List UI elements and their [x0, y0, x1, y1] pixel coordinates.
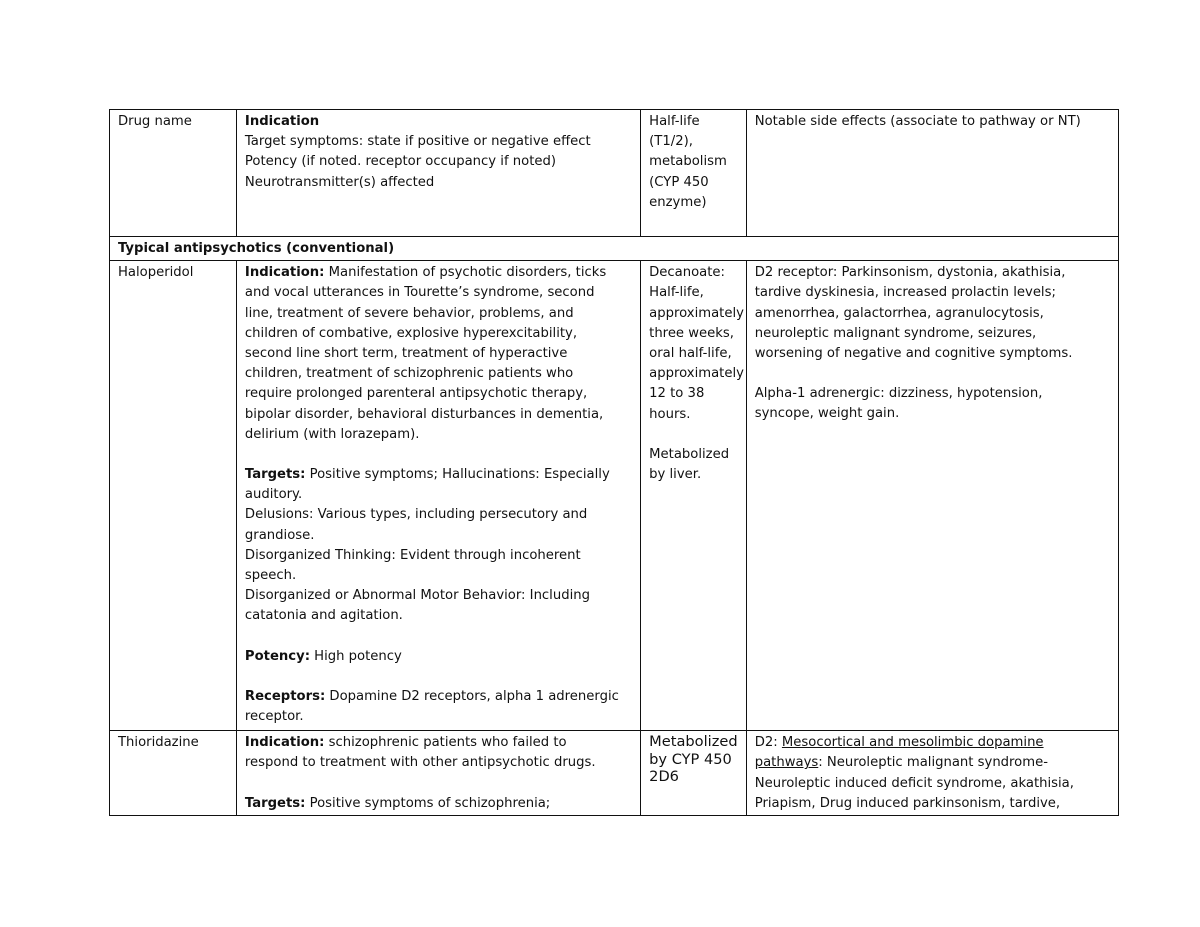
header-drug-name: Drug name: [110, 110, 237, 237]
thioridazine-name: Thioridazine: [110, 731, 237, 816]
table-header-row: [110, 110, 1119, 237]
haloperidol-name: Haloperidol: [110, 261, 237, 731]
header-side-effects: Notable side effects (associate to pathway or NT): [746, 110, 1118, 237]
section-title: Typical antipsychotics (conventional): [110, 237, 1119, 261]
haloperidol-side-effects: D2 receptor: Parkinsonism, dystonia, akathisia, tardive dyskinesia, increased prolactin levels; amenorrhea, galactorrhea, agranulocytosis, neuroleptic malignant syndrome, seizures, worsening of negative and cognitive symptoms. Alpha-1 adrenergic: dizziness, hypotension, syncope, weight gain.: [746, 261, 1118, 731]
thioridazine-indication: Indication: schizophrenic patients who failed to respond to treatment with other antipsychotic drugs. Targets: Positive symptoms of schizophrenia;: [236, 731, 640, 816]
drug-table: [109, 109, 1119, 816]
section-row: [110, 237, 1119, 261]
table-row-thioridazine: [110, 731, 1119, 816]
header-halflife: Half-life (T1/2), metabolism (CYP 450 enzyme): [641, 110, 747, 237]
haloperidol-halflife: Decanoate: Half-life, approximately three weeks, oral half-life, approximately 12 to 38 hours. Metabolized by liver.: [641, 261, 747, 731]
header-indication-title: Indication: [244, 114, 320, 129]
table-row-haloperidol: [110, 261, 1119, 731]
haloperidol-indication: Indication: Manifestation of psychotic disorders, ticks and vocal utterances in Tourette’s syndrome, second line, treatment of severe behavior, problems, and children of combative, explosive hyperexcitability, second line short term, treatment of hyperactive children, treatment of schizophrenic patients who require prolonged parenteral antipsychotic therapy, bipolar disorder, behavioral disturbances in dementia, delirium (with lorazepam). Targets: Positive symptoms; Hallucinations: Especially auditory. Delusions: Various types, including persecutory and grandiose. Disorganized Thinking: Evident through incoherent speech. Disorganized or Abnormal Motor Behavior: Including catatonia and agitation. Potency: High potency Receptors: Dopamine D2 receptors, alpha 1 adrenergic receptor.: [236, 261, 640, 731]
thioridazine-metabolism: Metabolized by CYP 450 2D6: [641, 731, 747, 816]
header-indication: Indication Target symptoms: state if positive or negative effect Potency (if noted. receptor occupancy if noted) Neurotransmitter(s) affected: [236, 110, 640, 237]
thioridazine-side-effects: D2: Mesocortical and mesolimbic dopamine pathways: Neuroleptic malignant syndrome- Neuroleptic induced deficit syndrome, akathisia, Priapism, Drug induced parkinsonism, tardive,: [746, 731, 1118, 816]
